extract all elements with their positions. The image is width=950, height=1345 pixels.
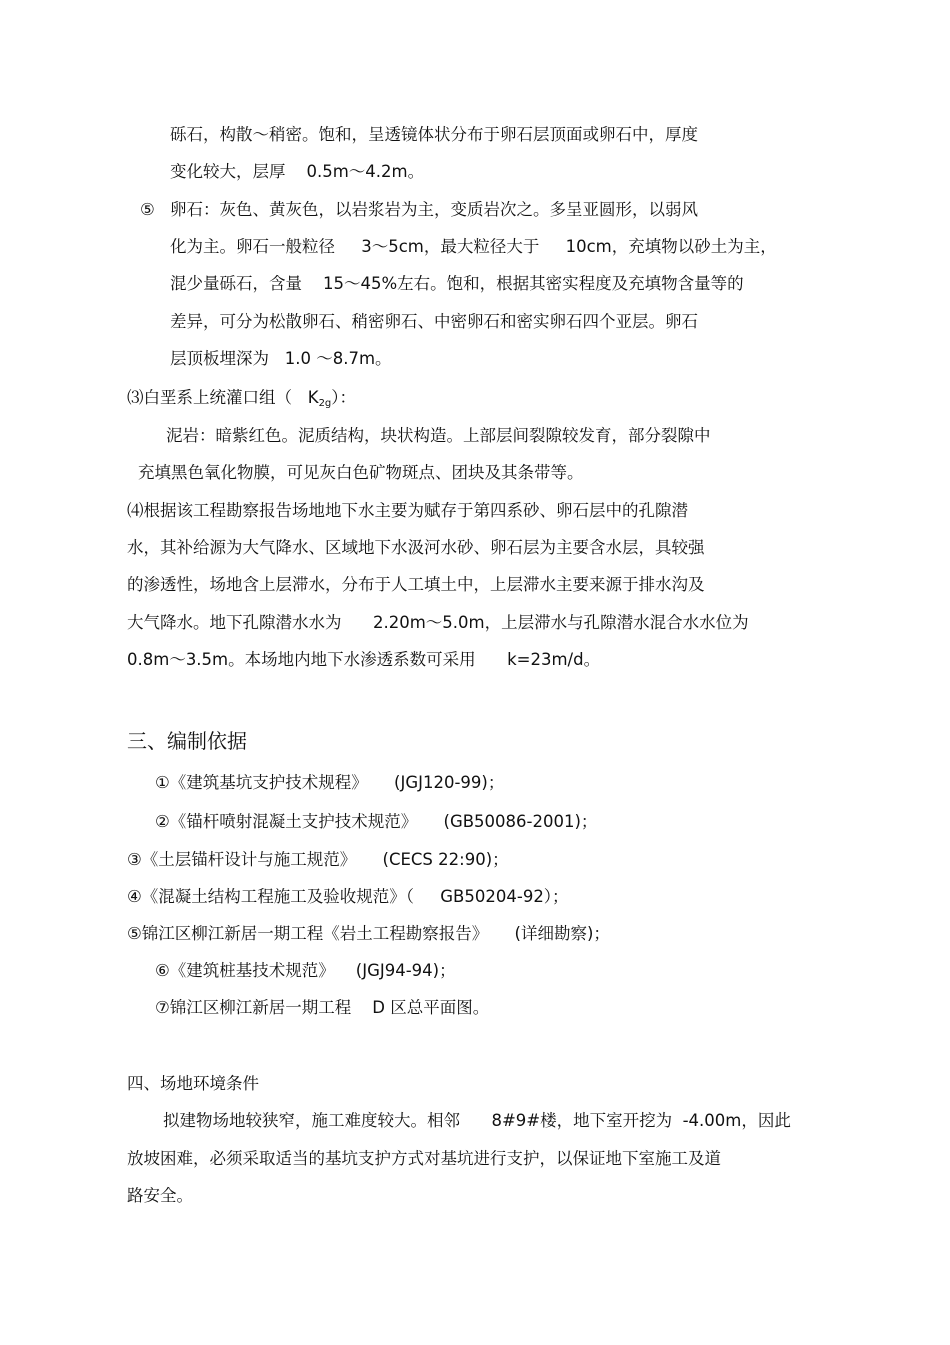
mudstone-line-2: 充填黑色氧化物膜，可见灰白色矿物斑点、团块及其条带等。 [138,463,584,482]
site-line-3: 路安全。 [127,1186,193,1205]
site-line-2: 放坡困难，必须采取适当的基坑支护方式对基坑进行支护，以保证地下室施工及道 [127,1149,721,1168]
cobble-line-3: 混少量砾石，含量 15～45%左右。饱和，根据其密实程度及充填物含量等的 [170,274,744,293]
basis-item-5: ⑤锦江区柳江新居一期工程《岩土工程勘察报告》 (详细勘察)； [127,924,610,943]
groundwater-line-3: 的渗透性，场地含上层滞水，分布于人工填土中，上层滞水主要来源于排水沟及 [127,575,705,594]
cobble-line-5: 层顶板埋深为 1.0 ～8.7m。 [170,349,392,368]
basis-item-4: ④《混凝土结构工程施工及验收规范》（ GB50204-92）； [127,887,569,906]
basis-item-2: ②《锚杆喷射混凝土支护技术规范》 (GB50086-2001)； [155,812,598,831]
basis-item-3: ③《土层锚杆设计与施工规范》 (CECS 22:90)； [127,850,509,869]
mudstone-line-1: 泥岩：暗紫红色。泥质结构，块状构造。上部层间裂隙较发育，部分裂隙中 [166,426,711,445]
basis-item-6: ⑥《建筑桩基技术规范》 (JGJ94-94)； [155,961,456,980]
k2g-heading-prefix: ⑶白垩系上统灌口组（ K [127,388,319,407]
k2g-heading-suffix: ）： [331,388,357,407]
groundwater-line-1: ⑷根据该工程勘察报告场地地下水主要为赋存于第四系砂、卵石层中的孔隙潜 [127,501,688,520]
site-line-1: 拟建物场地较狭窄，施工难度较大。相邻 8#9#楼，地下室开挖为 -4.00m，因此 [163,1111,791,1130]
cobble-line-4: 差异，可分为松散卵石、稍密卵石、中密卵石和密实卵石四个亚层。卵石 [170,312,698,331]
cobble-marker: ⑤ [140,200,155,219]
groundwater-line-2: 水，其补给源为大气降水、区域地下水汲河水砂、卵石层为主要含水层，具较强 [127,538,705,557]
gravel-line-1: 砾石，构散～稍密。饱和，呈透镜体状分布于卵石层顶面或卵石中，厚度 [170,125,698,144]
basis-item-7: ⑦锦江区柳江新居一期工程 D 区总平面图。 [155,998,490,1017]
section-site-title: 四、场地环境条件 [127,1074,259,1093]
basis-item-1: ①《建筑基坑支护技术规程》 (JGJ120-99)； [155,773,505,792]
k2g-heading [127,387,356,415]
groundwater-line-5: 0.8m～3.5m。本场地内地下水渗透系数可采用 k=23m/d。 [127,650,601,669]
cobble-line-1: 卵石：灰色、黄灰色，以岩浆岩为主，变质岩次之。多呈亚圆形，以弱风 [170,200,698,219]
gravel-line-2: 变化较大，层厚 0.5m～4.2m。 [170,162,425,181]
groundwater-line-4: 大气降水。地下孔隙潜水水为 2.20m～5.0m，上层滞水与孔隙潜水混合水水位为 [127,613,749,632]
cobble-line-2: 化为主。卵石一般粒径 3～5cm，最大粒径大于 10cm，充填物以砂土为主， [170,237,777,256]
section-basis-title: 三、编制依据 [127,729,247,753]
k2g-heading-sub: 2g [318,398,332,409]
